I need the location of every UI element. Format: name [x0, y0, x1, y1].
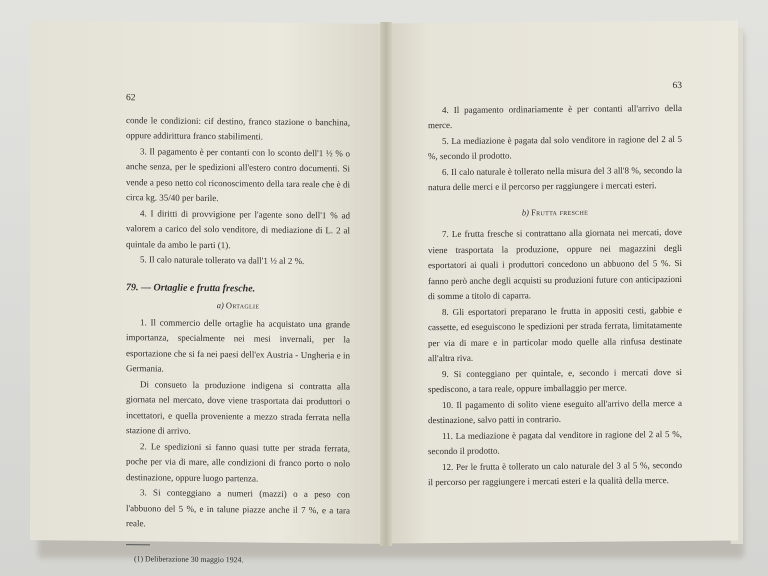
- paragraph: 1. Il commercio delle ortaglie ha acquistato una grande importanza, specialmente nei mesi invernali, per la esportazione che si fa nei paesi dell'ex Austria - Ungheria e in Germania.: [126, 316, 350, 374]
- paragraph: 9. Si conteggiano per quintale, e, secondo i mercati dove si spediscono, a tara reale, oppure imballaggio per merce.: [428, 366, 682, 395]
- left-page: [30, 20, 386, 564]
- book-spread: [30, 22, 742, 564]
- paragraph: 10. Il pagamento di solito viene eseguito all'arrivo della merce a destinazione, salvo patti in contrario.: [428, 397, 682, 426]
- paragraph: 12. Per le frutta è tollerato un calo naturale del 3 al 5 %, secondo il percorso per raggiungere i mercati esteri e la qualità della merce.: [428, 459, 682, 488]
- subsection-label: a): [216, 300, 224, 311]
- subsection-title: Frutta fresche: [531, 206, 589, 217]
- subsection-heading: [428, 203, 682, 221]
- page-number: 62: [126, 93, 136, 104]
- paragraph: 6. Il calo naturale è tollerato nella misura del 3 all'8 %, secondo la natura delle merci e il percorso per raggiungere i mercati esteri.: [428, 164, 682, 193]
- book-gutter: [380, 22, 392, 546]
- section-title: 79. — Ortaglie e frutta fresche.: [126, 281, 256, 294]
- paragraph: 8. Gli esportatori preparano le frutta in appositi cesti, gabbie e cassette, ed eseguiscono le spedizioni per strada ferrata, limitatamente per via di mare e in particolar modo quelle alla rinfusa destinate all'altra riva.: [428, 304, 682, 364]
- paragraph: conde le condizioni: cif destino, franco stazione o banchina, oppure addirittura franco stabilimenti.: [126, 114, 350, 142]
- paragraph: 7. Le frutta fresche si contrattano alla giornata nei mercati, dove viene trasportata la produzione, oppure nei magazzini degli esportatori ai quali i produttori concedono un abbuono del 5 %. Si fanno però anche degli acquisti su produzioni future con anticipazioni di somme a titolo di caparra.: [428, 226, 682, 302]
- paragraph: 3. Il pagamento è per contanti con lo sconto dell'1 ½ % o anche senza, per le spedizioni all'estero contro documenti. Si vende a peso netto col riconoscimento della tara reale che è di circa kg. 35/40 per barile.: [126, 145, 350, 204]
- footnote: (1) Deliberazione 30 maggio 1924.: [134, 553, 244, 564]
- paragraph: 5. Il calo naturale tollerato va dall'1 ½ al 2 %.: [140, 254, 305, 267]
- paragraph: 5. La mediazione è pagata dal solo venditore in ragione del 2 al 5 %, secondo il prodotto.: [428, 133, 682, 162]
- right-page: [386, 20, 738, 543]
- paragraph: 3. Si conteggiano a numeri (mazzi) o a peso con l'abbuono del 5 %, e in talune piazze anche il 7 %, e a tara reale.: [126, 487, 350, 529]
- paragraph: Di consueto la produzione indigena si contratta alla giornata nel mercato, dove viene trasportata dai produttori o incettatori, e quella proveniente a mezzo strada ferrata nella stazione di arrivo.: [126, 378, 350, 436]
- subsection-label: b): [521, 206, 530, 217]
- paragraph: 11. La mediazione è pagata dal venditore in ragione del 2 al 5 %, secondo il prodotto.: [428, 428, 682, 457]
- page-number: 63: [672, 80, 682, 92]
- paragraph: 4. I diritti di provvigione per l'agente sono dell'1 % ad valorem a carico del solo venditore, di mediazione di L. 2 al quintale da ambo le parti (1).: [126, 207, 350, 250]
- paragraph: 4. Il pagamento ordinariamente è per contanti all'arrivo della merce.: [428, 102, 682, 131]
- subsection-heading: [126, 297, 350, 315]
- subsection-title: Ortaglie: [225, 300, 260, 311]
- paragraph: 2. Le spedizioni si fanno quasi tutte per strada ferrata, poche per via di mare, alle condizioni di franco porto o nolo destinazione, oppure luogo partenza.: [126, 440, 350, 484]
